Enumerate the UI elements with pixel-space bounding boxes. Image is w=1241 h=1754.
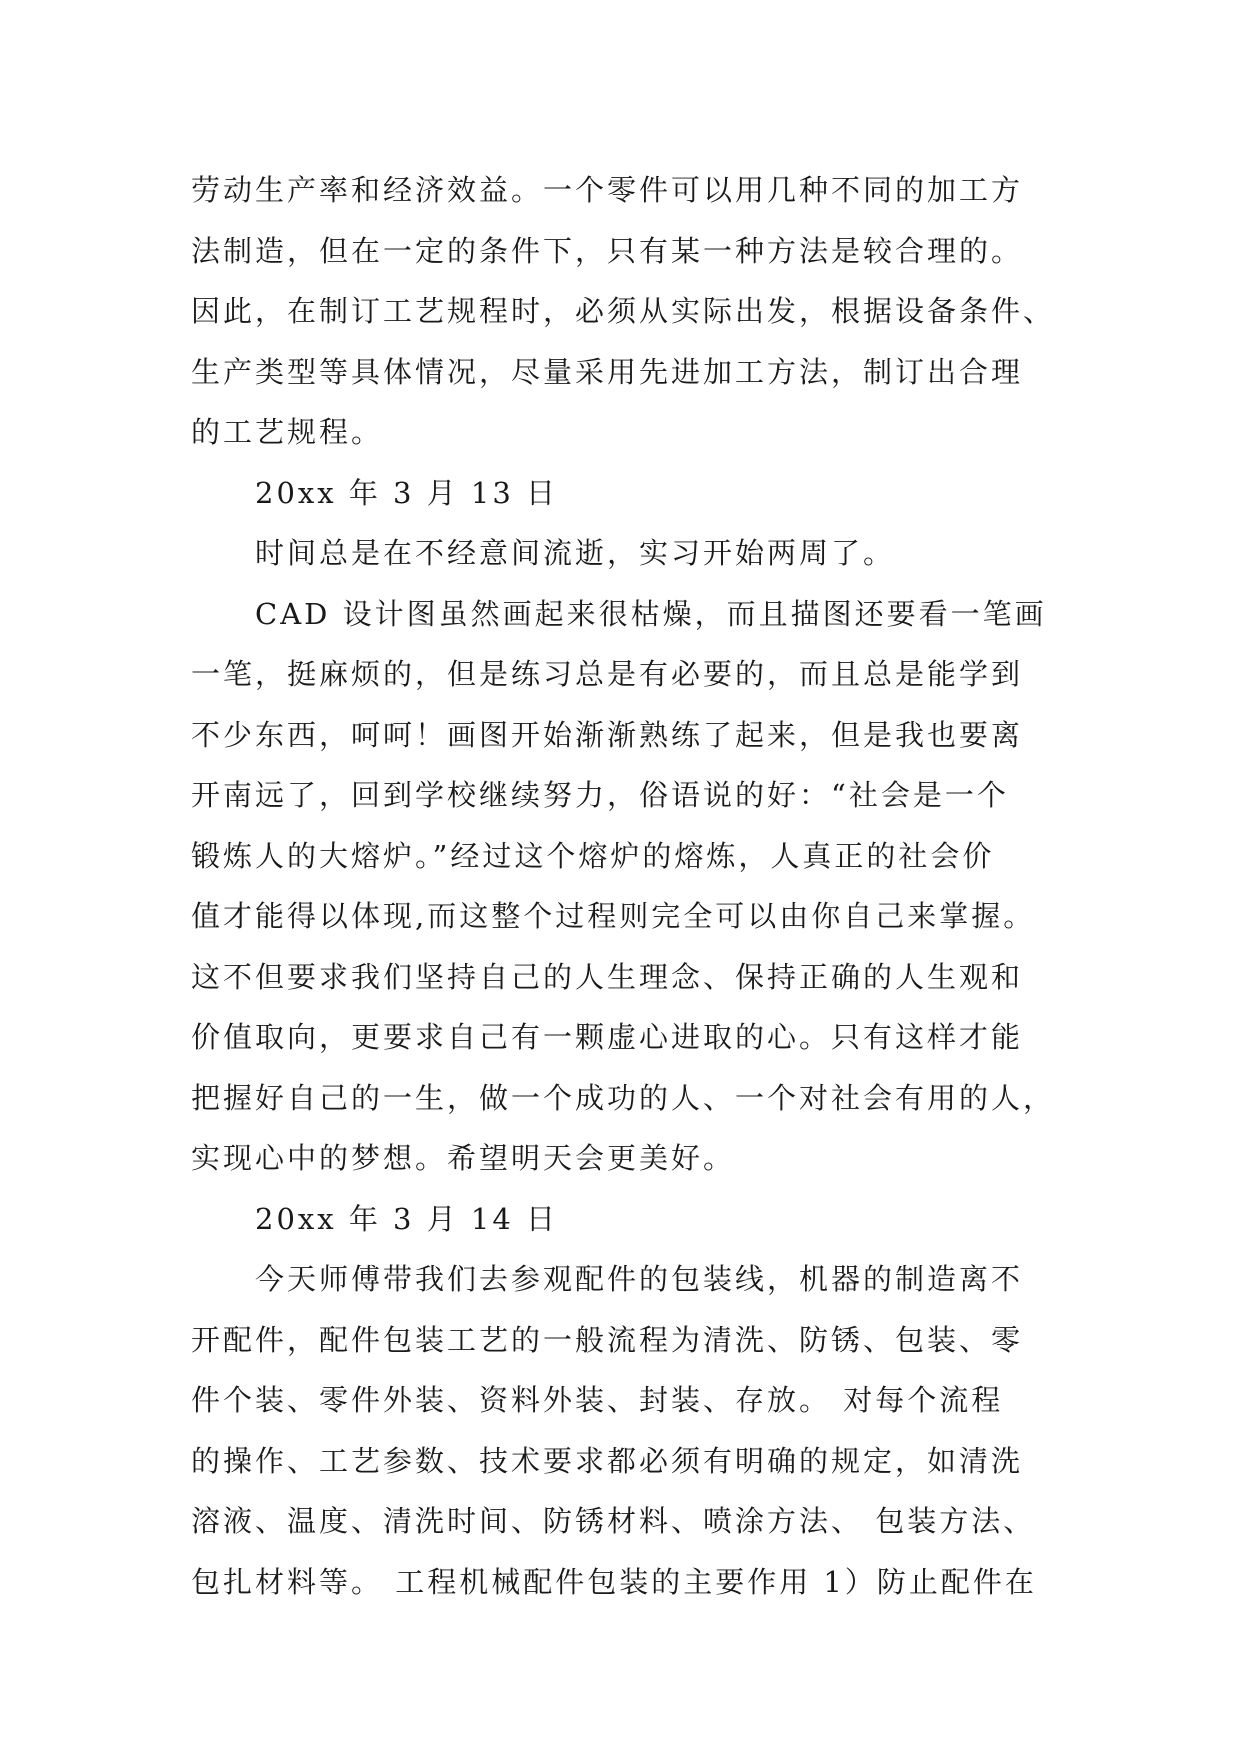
text-line: 包扎材料等。 工程机械配件包装的主要作用 1）防止配件在 [191, 1564, 1037, 1599]
date-heading: 20xx 年 3 月 13 日 [255, 475, 559, 510]
text-line: CAD 设计图虽然画起来很枯燥，而且描图还要看一笔画 [255, 596, 1047, 631]
text-line: 把握好自己的一生，做一个成功的人、一个对社会有用的人， [191, 1080, 1056, 1115]
text-line: 因此，在制订工艺规程时，必须从实际出发，根据设备条件、 [191, 294, 1056, 328]
text-line: 的工艺规程。 [191, 415, 384, 449]
text-line: 锻炼人的大熔炉。”经过这个熔炉的熔炼，人真正的社会价 [191, 838, 995, 873]
text-line: 这不但要求我们坚持自己的人生理念、保持正确的人生观和 [191, 959, 1024, 994]
text-line: 劳动生产率和经济效益。一个零件可以用几种不同的加工方 [191, 173, 1024, 207]
text-line: 一笔，挺麻烦的，但是练习总是有必要的，而且总是能学到 [191, 657, 1024, 691]
text-line: 生产类型等具体情况，尽量采用先进加工方法，制订出合理 [191, 354, 1024, 389]
text-line: 价值取向，更要求自己有一颗虚心进取的心。只有这样才能 [191, 1020, 1024, 1054]
text-line: 法制造，但在一定的条件下，只有某一种方法是较合理的。 [191, 233, 1024, 268]
text-line: 的操作、工艺参数、技术要求都必须有明确的规定，如清洗 [191, 1443, 1024, 1478]
date-heading: 20xx 年 3 月 14 日 [255, 1201, 559, 1236]
text-line: 今天师傅带我们去参观配件的包装线，机器的制造离不 [255, 1262, 1024, 1296]
text-line: 开配件，配件包装工艺的一般流程为清洗、防锈、包装、零 [191, 1322, 1024, 1357]
text-line: 时间总是在不经意间流逝，实习开始两周了。 [255, 536, 896, 570]
text-line: 开南远了，回到学校继续努力，俗语说的好：“社会是一个 [191, 778, 1009, 812]
text-line: 不少东西，呵呵！画图开始渐渐熟练了起来，但是我也要离 [191, 717, 1024, 752]
body-text [191, 160, 1071, 1612]
text-line: 实现心中的梦想。希望明天会更美好。 [191, 1141, 736, 1175]
text-line: 值才能得以体现,而这整个过程则完全可以由你自己来掌握。 [191, 899, 1036, 933]
text-line: 件个装、零件外装、资料外装、封装、存放。 对每个流程 [191, 1383, 1004, 1417]
text-line: 溶液、温度、清洗时间、防锈材料、喷涂方法、 包装方法、 [191, 1504, 1036, 1538]
